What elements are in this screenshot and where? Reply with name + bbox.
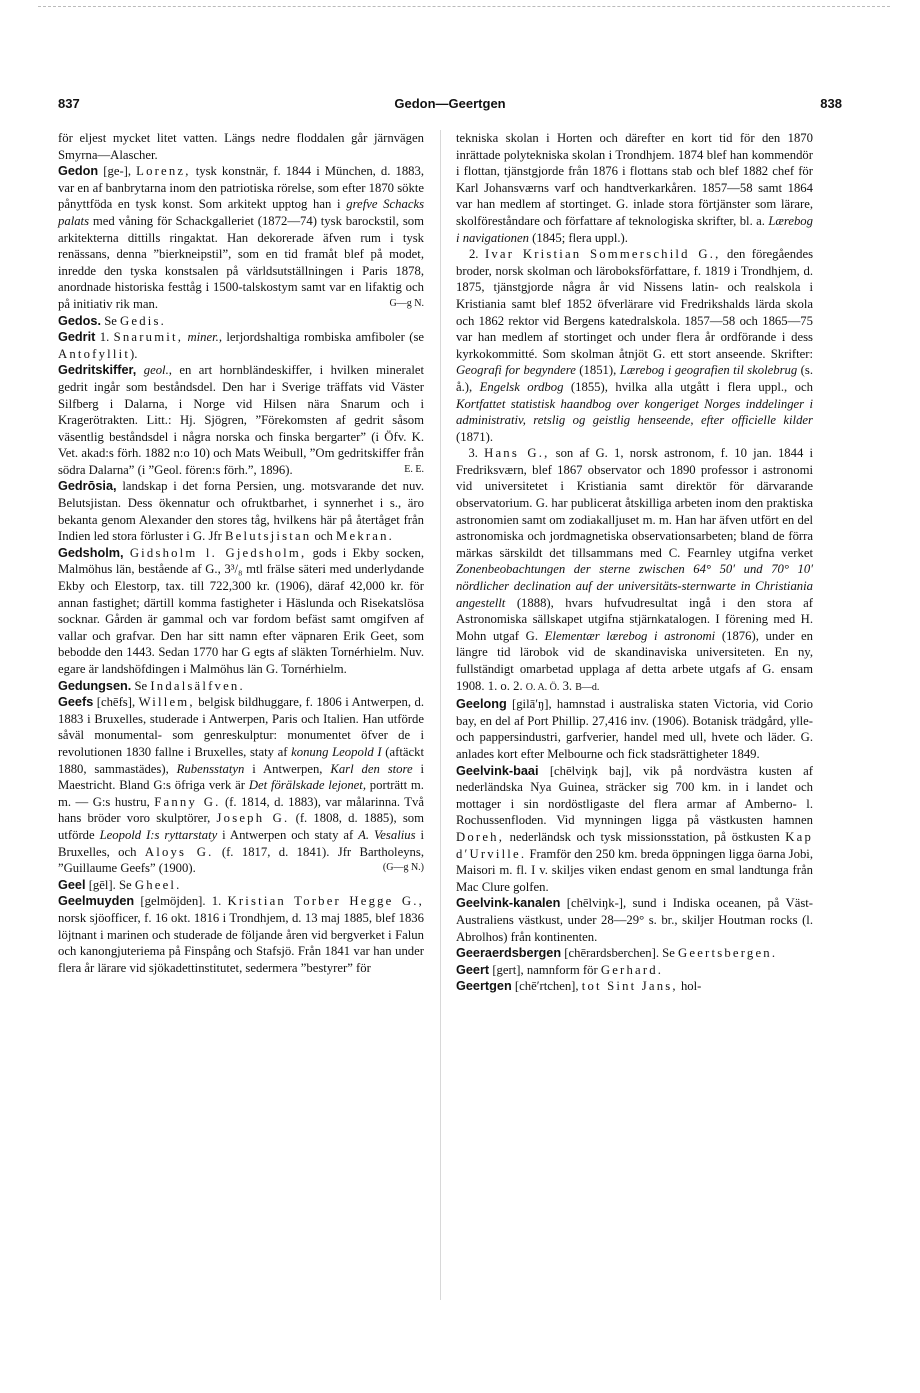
subentry-2: 2. Ivar Kristian Sommerschild G., den föregåendes broder, norsk skolman och läroboksförfattare, f. 1819 i Trondhjem, d. 1875, tjänstgjorde några år vid Nissens latin- och realskola i Kristiania samt blef 1852 öfverlärare vid Fredrikshalds lärda skola och 1862 rektor vid Bergens katedralskola. 1857—58 och 1865—75 var han medlem af stortinget och under flera år ordförande i dess kyrkokommitté. Som skolman åtnjöt G. ett stort anseende. Skrifter: Geografi for begyndere (1851), Lærebog i geografien til skolebrug (s. å.), Engelsk ordbog (1855), hvilka alla utgått i flera uppl., och Kortfattet statistisk haandbog over kongeriget Norges inddelinger i administrativ, retslig og geistlig henseende, efter officielle kilder (1871). xyxy=(456,247,814,444)
headword: Geefs xyxy=(58,695,94,710)
entry-gedsholm: Gedsholm, Gidsholm l. Gjedsholm, gods i Ekby socken, Malmöhus län, bestående af G., 3³/₈ mtl frälse säteri med underlydande Ekby och Elestorp, tax. till 722,300 kr. (1906), däraf 42,000 kr. för annan fastighet; därtill komma fastigheter i Häslunda och Risekatslösa socknar. Gården är gammal och var fordom befäst samt omgifven af vallar och grafvar. Den har sitt namn efter väpnaren Erik Geet, som bebodde den 1443. Sedan 1770 har G egts af släkten Tornérhielm. Nuv. egare är landshöfdingen i Malmöhus län G. Tornérhielm. xyxy=(58,545,424,676)
headword: Geelmuyden xyxy=(58,894,135,909)
headword: Gedos. xyxy=(58,313,102,328)
headword: Gedrōsia, xyxy=(58,479,117,494)
entry-gedrosia: Gedrōsia, landskap i det forna Persien, ung. motsvarande det nuv. Belutsjistan. Dess ökennatur och ofruktbarhet, i synnerhet i s., äro bekanta genom Alexander den stores tåg, hvilkens här på återtåget från Indien led stora förluster i G. Jfr Belutsjistan och Mekran. xyxy=(58,479,424,544)
continued-paragraph: för eljest mycket litet vatten. Längs nedre floddalen går järnvägen Smyrna—Alascher. xyxy=(58,131,424,162)
headword: Gedungsen. xyxy=(58,678,132,693)
headword: Geel xyxy=(58,877,86,892)
page-header xyxy=(58,96,842,116)
entry-geert: Geert [gert], namnform för Gerhard. xyxy=(456,962,664,977)
entry-gedos: Gedos. Se Gedis. xyxy=(58,313,167,328)
entry-gedungsen: Gedungsen. Se Indalsälfven. xyxy=(58,678,245,693)
author-signature: E. E. xyxy=(404,463,424,475)
left-column xyxy=(58,130,424,976)
entry-gedrit: Gedrit 1. Snarumit, miner., lerjordshaltiga rombiska amfiboler (se Antofyllit). xyxy=(58,330,425,361)
entry-geelvink-baai: Geelvink-baai [chēlviŋk baj], vik på nordvästra kusten af nederländska Nya Guinea, sträcker sig 700 km. in i landet och mottager i sin nordöstligaste del flera armar af Amberno- l. Rochussenfloden. Vid mynningen ligga på västkusten hamnen Doreh, nederländsk och tysk missionsstation, på östkusten Kap d′Urville. Framför den 250 km. breda öppningen ligga öarna Jobi, Maisori m. fl. I v. skiljes viken endast genom en smal landtunga från Mac Clure golfen. xyxy=(456,763,814,894)
subentry-3: 3. Hans G., son af G. 1, norsk astronom, f. 10 jan. 1844 i Fredriksværn, blef 1867 observator och 1890 professor i astronomi vid universitetet i Kristiania samt direktör för därvarande observatorium. G. har publicerat åtskilliga arbeten inom den praktiska astronomien samt om zodiakalljuset m. m. Han har äfven utfört en del astronomiska och jordmagnetiska observationsarbeten; bland de förra märkas särskildt det tillsammans med C. Fearnley utgifna verket Zonenbeobachtungen der sterne zwischen 64° 50′ und 70° 10′ nördlicher declination auf der universitäts-sternwarte in Christiania angestellt (1888), hvars hufvudresultat ingå i den stora af Astronomiska sällskapet utgifna stjärnkatalogen. I förening med H. Mohn utgaf G. Elementær lærebog i astronomi (1876), under en längre tid lärobok vid de skandinaviska universiteten. En ny, fullständigt omarbetad upplaga af detta arbete utgafs af G. ensam 1908. 1. o. 2. O. A. Ö. 3. B—d. xyxy=(456,446,814,693)
author-signature: B—d. xyxy=(575,681,600,693)
entry-geelvink-kanalen: Geelvink-kanalen [chēlviŋk-], sund i Indiska oceanen, på Väst-Australiens västkust, under 28—29° s. br., skiljer Houtman rocks (l. Abrolhos) från kontinenten. xyxy=(456,896,814,944)
entry-geeraerdsbergen: Geeraerdsbergen [chērardsberchen]. Se Geertsbergen. xyxy=(456,946,778,961)
headword: Geeraerdsbergen xyxy=(456,946,562,961)
headword: Geelong xyxy=(456,697,507,712)
right-column xyxy=(456,130,813,995)
author-signature: G—g N. xyxy=(389,297,424,309)
entry-geelmuyden: Geelmuyden [gelmöjden]. 1. Kristian Torber Hegge G., norsk sjöofficer, f. 16 okt. 1816 i Trondhjem, d. 13 maj 1885, blef 1836 löjtnant i marinen och studerade de följande åren vid bergverket i Falun och kanongjuteriema på Finspång och Stafsjö. Från 1841 var han under flera år lärare vid sjökadettinstitutet, sedermera ”bestyrer” för xyxy=(58,894,425,975)
continued-paragraph: tekniska skolan i Horten och därefter en kort tid för den 1870 inrättade polytekniska skolan i Trondhjem. 1874 blef han kommendör i flottan, tjänstgjorde från 1876 i flottans stab och blef 1882 chef för Karl Johansværns varf och handtverkarkåren. 1857—58 samt 1864 var han medlem af stortinget. G. inlade stora förtjänster som lärare, skolföreståndare och författare af teknologiska skrifter, bl. a. Lærebog i navigationen (1845; flera uppl.). xyxy=(456,131,813,245)
headword: Gedsholm, xyxy=(58,545,124,560)
entry-geel: Geel [gēl]. Se Gheel. xyxy=(58,877,182,892)
headword: Geelvink-baai xyxy=(456,763,539,778)
running-title: Gedon—Geertgen xyxy=(394,96,506,111)
page-number-left: 837 xyxy=(58,96,80,111)
headword: Geert xyxy=(456,962,490,977)
entry-geefs: Geefs [chēfs], Willem, belgisk bildhuggare, f. 1806 i Antwerpen, d. 1883 i Bruxelles, studerade i Antwerpen, Paris och Italien. Han utförde såväl monumental- som genreskulptur: monumentet öfver de i revolutionen 1830 fallne i Bruxelles, staty af konung Leopold I (aftäckt 1880, sammastädes), Rubensstatyn i Antwerpen, Karl den store i Maestricht. Bland G:s öfriga verk är Det förälskade lejonet, porträtt m. m. — G:s hustru, Fanny G. (f. 1814, d. 1883), var målarinna. Två hans bröder voro skulptörer, Joseph G. (f. 1808, d. 1885), som utförde Leopold I:s ryttarstaty i Antwerpen och staty af A. Vesalius i Bruxelles, och Aloys G. (f. 1817, d. 1841). Jfr Bartholeyns, ”Guillaume Geefs” (1900). (G—g N.) xyxy=(58,695,425,876)
entry-gedon: Gedon [ge-], Lorenz, tysk konstnär, f. 1844 i München, d. 1883, var en af banbrytarna inom den patriotiska rörelse, som efter 1870 sökte pånyttföda en tysk konst. Som arkitekt upptog han i grefve Schacks palats med våning för Schackgalleriet (1872—74) tysk barockstil, som arkitekterna dittills ringaktat. Han dekorerade äfven rum i tysk renässans, denna ”bierkneipstil”, som en tid framåt blef på modet, inredde den tyska konstsalen på världsutställningen i Paris 1878, anordnade historiska festtåg i 1500-talskostym samt var en lifaktig och på initiativ rik man. G—g N. xyxy=(58,164,425,311)
entry-gedritskiffer: Gedritskiffer, geol., en art hornbländeskiffer, i hvilken mineralet gedrit ingår som beståndsdel. Den har i Sverige träffats vid Väster Silfberg i Dalarna, i Norge vid Hilsen nära Snarum och i Kragerötrakten. Litt.: Hj. Sjögren, ”Förekomsten af gedrit såsom väsentlig beståndsdel i några norska och finska bergarter” (i Öfv. K. Vet. akad:s förh. 1882 n:o 10) och Mats Weibull, ”Om gedritskiffer från södra Dalarna” (i ”Geol. fören:s förh.”, 1896). E. E. xyxy=(58,363,425,477)
page-number-right: 838 xyxy=(820,96,842,111)
headword: Gedrit xyxy=(58,330,96,345)
author-signature: (G—g N.) xyxy=(382,862,424,874)
headword: Gedon xyxy=(58,164,99,179)
column-divider xyxy=(440,130,441,1300)
headword: Geertgen xyxy=(456,979,512,994)
entry-geertgen: Geertgen [chē′rtchen], tot Sint Jans, hol- xyxy=(456,979,702,994)
author-signature: O. A. Ö. xyxy=(525,681,560,693)
headword: Gedritskiffer, xyxy=(58,363,137,378)
entry-geelong: Geelong [gilā′ŋ], hamnstad i australiska staten Victoria, vid Corio bay, en del af Port Phillip. 27,416 inv. (1906). Botanisk trädgård, ylle- och pappersindustri, garfverier, handel med ull, hvete och läder. G. anlades kort efter Melbourne och fick stadsrättigheter 1849. xyxy=(456,697,814,761)
headword: Geelvink-kanalen xyxy=(456,896,561,911)
top-dashed-rule xyxy=(38,6,890,7)
